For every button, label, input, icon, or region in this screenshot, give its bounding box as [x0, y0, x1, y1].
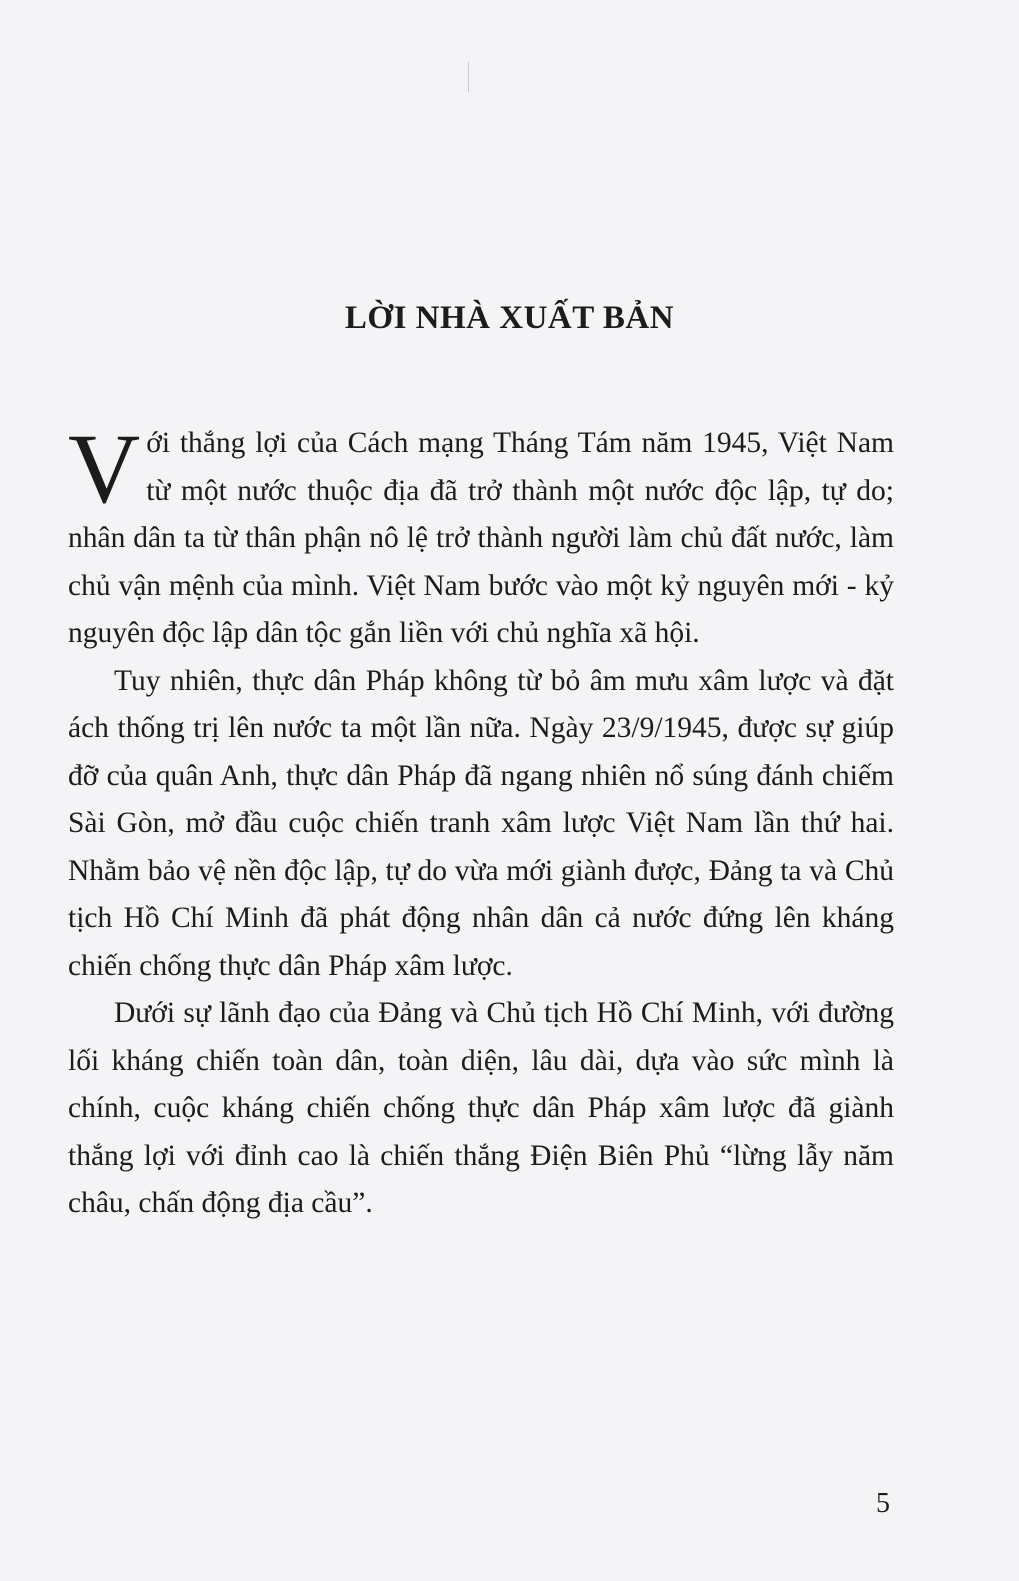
paragraph-1	[68, 413, 894, 658]
body-text	[68, 413, 894, 1228]
drop-cap: V	[68, 413, 141, 524]
paragraph-2: Tuy nhiên, thực dân Pháp không từ bỏ âm mưu xâm lược và đặt ách thống trị lên nước ta một lần nữa. Ngày 23/9/1945, được sự giúp đỡ của quân Anh, thực dân Pháp đã ngang nhiên nổ súng đánh chiếm Sài Gòn, mở đầu cuộc chiến tranh xâm lược Việt Nam lần thứ hai. Nhằm bảo vệ nền độc lập, tự do vừa mới giành được, Đảng ta và Chủ tịch Hồ Chí Minh đã phát động nhân dân cả nước đứng lên kháng chiến chống thực dân Pháp xâm lược.	[68, 664, 894, 982]
page-title: LỜI NHÀ XUẤT BẢN	[344, 300, 675, 336]
page-number: 5	[876, 1488, 890, 1519]
paragraph-3: Dưới sự lãnh đạo của Đảng và Chủ tịch Hồ Chí Minh, với đường lối kháng chiến toàn dân, toàn diện, lâu dài, dựa vào sức mình là chính, cuộc kháng chiến chống thực dân Pháp xâm lược đã giành thắng lợi với đỉnh cao là chiến thắng Điện Biên Phủ “lừng lẫy năm châu, chấn động địa cầu”.	[68, 997, 894, 1219]
binding-mark	[468, 62, 469, 92]
paragraph-1-text: ới thắng lợi của Cách mạng Tháng Tám năm 1945, Việt Nam từ một nước thuộc địa đã trở thành một nước độc lập, tự do; nhân dân ta từ thân phận nô lệ trở thành người làm chủ đất nước, làm chủ vận mệnh của mình. Việt Nam bước vào một kỷ nguyên mới - kỷ nguyên độc lập dân tộc gắn liền với chủ nghĩa xã hội.	[68, 427, 894, 649]
